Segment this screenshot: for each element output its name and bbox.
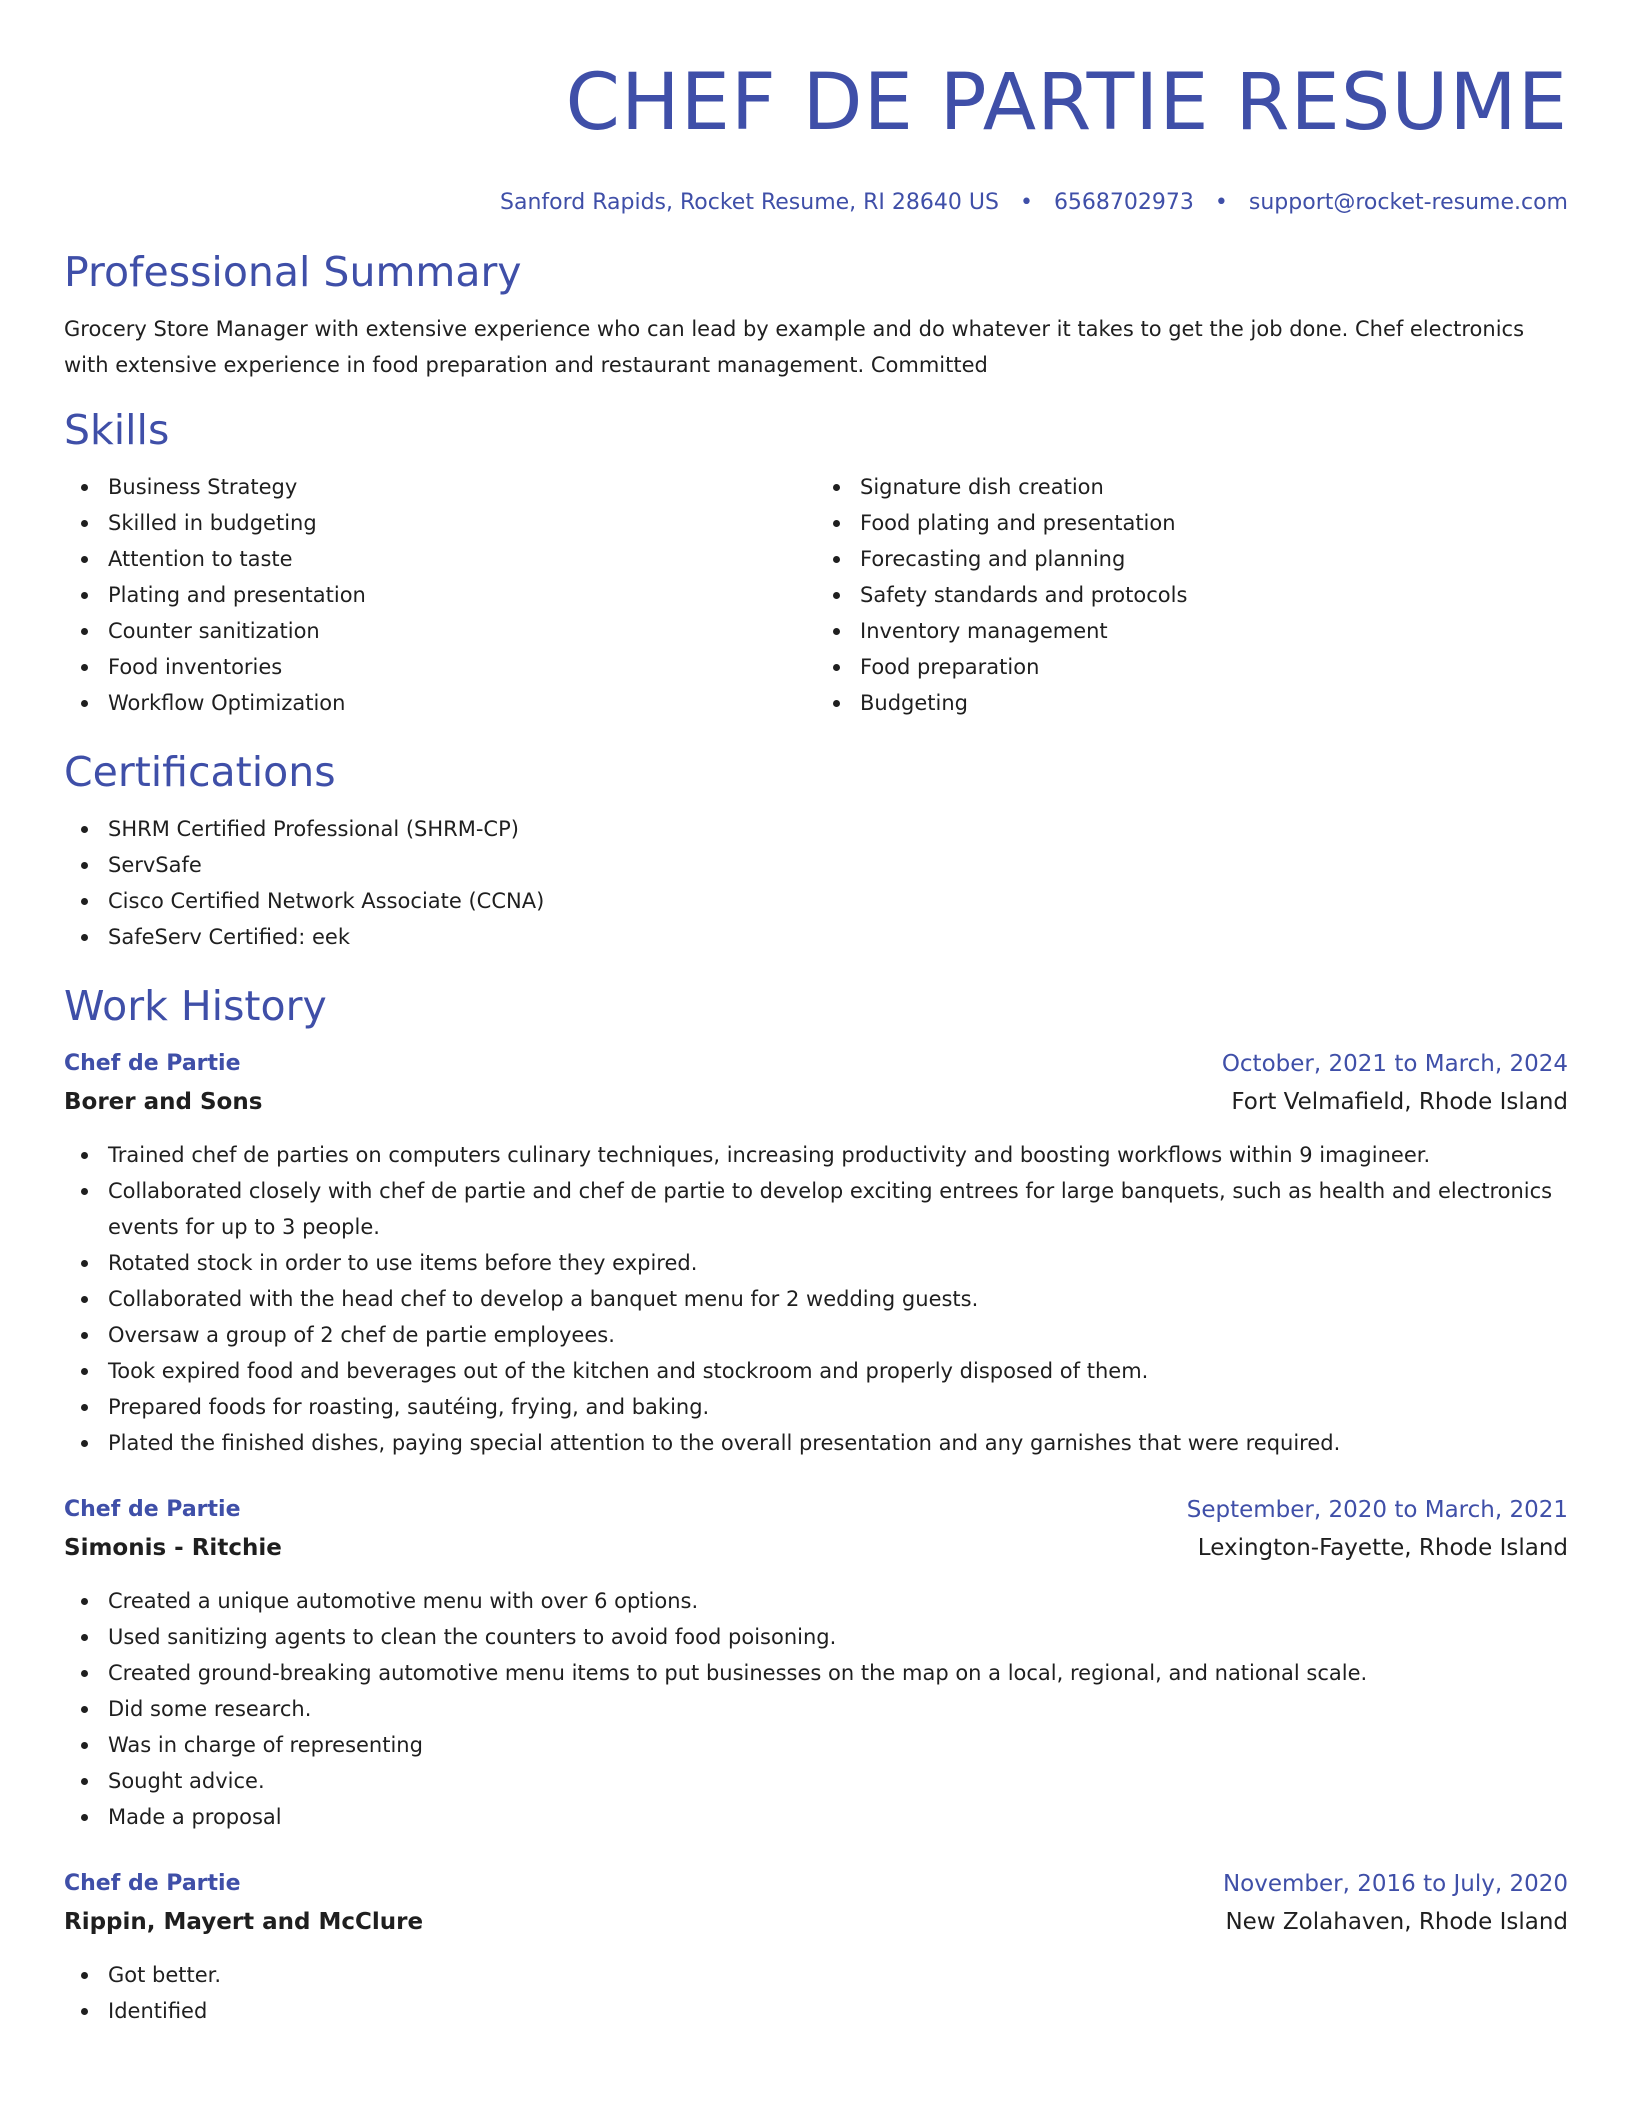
job-company-row — [64, 1083, 1568, 1121]
certifications-heading: Certifications — [64, 748, 336, 796]
job-bullets — [64, 1957, 1568, 2029]
job-title: Chef de Partie — [64, 1871, 241, 1896]
skills-column-left — [64, 469, 816, 721]
job-bullet: Plated the finished dishes, paying special attention to the overall presentation and any garnishes that were required. — [108, 1425, 1568, 1461]
resume-title: CHEF DE PARTIE RESUME — [565, 58, 1568, 148]
skill-item: Food plating and presentation — [860, 505, 1568, 541]
job-bullet: Created ground-breaking automotive menu items to put businesses on the map on a local, regional, and national scale. — [108, 1655, 1568, 1691]
job-bullet: Prepared foods for roasting, sautéing, frying, and baking. — [108, 1389, 1568, 1425]
work-history-heading: Work History — [64, 982, 327, 1030]
job-dates: September, 2020 to March, 2021 — [1186, 1497, 1568, 1523]
job-location: New Zolahaven, Rhode Island — [1225, 1909, 1568, 1935]
skill-item: Plating and presentation — [108, 577, 816, 613]
certification-item: SafeServ Certified: eek — [108, 919, 1568, 955]
job-company-row — [64, 1903, 1568, 1941]
job-entry — [64, 1865, 1568, 2029]
job-bullet: Did some research. — [108, 1691, 1568, 1727]
job-title: Chef de Partie — [64, 1497, 241, 1522]
certifications-list — [64, 811, 1568, 955]
job-bullet: Took expired food and beverages out of the kitchen and stockroom and properly disposed of them. — [108, 1353, 1568, 1389]
job-dates: November, 2016 to July, 2020 — [1222, 1871, 1568, 1897]
certification-item: SHRM Certified Professional (SHRM-CP) — [108, 811, 1568, 847]
job-bullet: Oversaw a group of 2 chef de partie employees. — [108, 1317, 1568, 1353]
certification-item: Cisco Certified Network Associate (CCNA) — [108, 883, 1568, 919]
job-bullet: Rotated stock in order to use items before they expired. — [108, 1245, 1568, 1281]
skill-item: Inventory management — [860, 613, 1568, 649]
skill-item: Food inventories — [108, 649, 816, 685]
job-bullet: Created a unique automotive menu with over 6 options. — [108, 1583, 1568, 1619]
job-bullet: Used sanitizing agents to clean the counters to avoid food poisoning. — [108, 1619, 1568, 1655]
job-company: Borer and Sons — [64, 1089, 263, 1115]
summary-heading: Professional Summary — [64, 248, 522, 296]
contact-address: Sanford Rapids, Rocket Resume, RI 28640 US — [500, 190, 999, 215]
job-bullet: Identified — [108, 1993, 1568, 2029]
job-company: Rippin, Mayert and McClure — [64, 1909, 424, 1935]
certification-item: ServSafe — [108, 847, 1568, 883]
contact-separator: • — [1019, 190, 1033, 215]
job-header-row — [64, 1491, 1568, 1529]
skill-item: Counter sanitization — [108, 613, 816, 649]
skill-item: Safety standards and protocols — [860, 577, 1568, 613]
skill-item: Budgeting — [860, 685, 1568, 721]
contact-phone[interactable]: 6568702973 — [1053, 190, 1194, 215]
skills-heading: Skills — [64, 406, 170, 454]
skill-item: Attention to taste — [108, 541, 816, 577]
resume-page — [64, 0, 1568, 2029]
job-location: Lexington-Fayette, Rhode Island — [1197, 1535, 1568, 1561]
job-company-row — [64, 1529, 1568, 1567]
job-title: Chef de Partie — [64, 1051, 241, 1076]
job-entry — [64, 1045, 1568, 1461]
job-bullet: Sought advice. — [108, 1763, 1568, 1799]
job-bullet: Was in charge of representing — [108, 1727, 1568, 1763]
skill-item: Food preparation — [860, 649, 1568, 685]
skill-item: Workflow Optimization — [108, 685, 816, 721]
job-bullet: Made a proposal — [108, 1799, 1568, 1835]
job-location: Fort Velmafield, Rhode Island — [1231, 1089, 1568, 1115]
job-company: Simonis - Ritchie — [64, 1535, 282, 1561]
contact-separator: • — [1214, 190, 1228, 215]
job-bullets — [64, 1137, 1568, 1461]
contact-line — [64, 188, 1568, 218]
contact-email[interactable]: support@rocket-resume.com — [1248, 190, 1568, 215]
skill-item: Business Strategy — [108, 469, 816, 505]
skill-item: Signature dish creation — [860, 469, 1568, 505]
job-bullet: Got better. — [108, 1957, 1568, 1993]
skill-item: Forecasting and planning — [860, 541, 1568, 577]
job-bullet: Collaborated closely with chef de partie and chef de partie to develop exciting entrees for large banquets, such as health and electronics events for up to 3 people. — [108, 1173, 1568, 1245]
skills-column-right — [816, 469, 1568, 721]
skill-item: Skilled in budgeting — [108, 505, 816, 541]
job-header-row — [64, 1865, 1568, 1903]
job-bullet: Collaborated with the head chef to develop a banquet menu for 2 wedding guests. — [108, 1281, 1568, 1317]
job-entry — [64, 1491, 1568, 1835]
job-bullet: Trained chef de parties on computers culinary techniques, increasing productivity and boosting workflows within 9 imagineer. — [108, 1137, 1568, 1173]
job-bullets — [64, 1583, 1568, 1835]
job-header-row — [64, 1045, 1568, 1083]
skills-list — [64, 469, 1568, 721]
job-dates: October, 2021 to March, 2024 — [1221, 1051, 1568, 1077]
summary-text: Grocery Store Manager with extensive experience who can lead by example and do whatever it takes to get the job done. Chef electronics with extensive experience in food preparation and restaurant management. Committed — [64, 317, 1525, 377]
